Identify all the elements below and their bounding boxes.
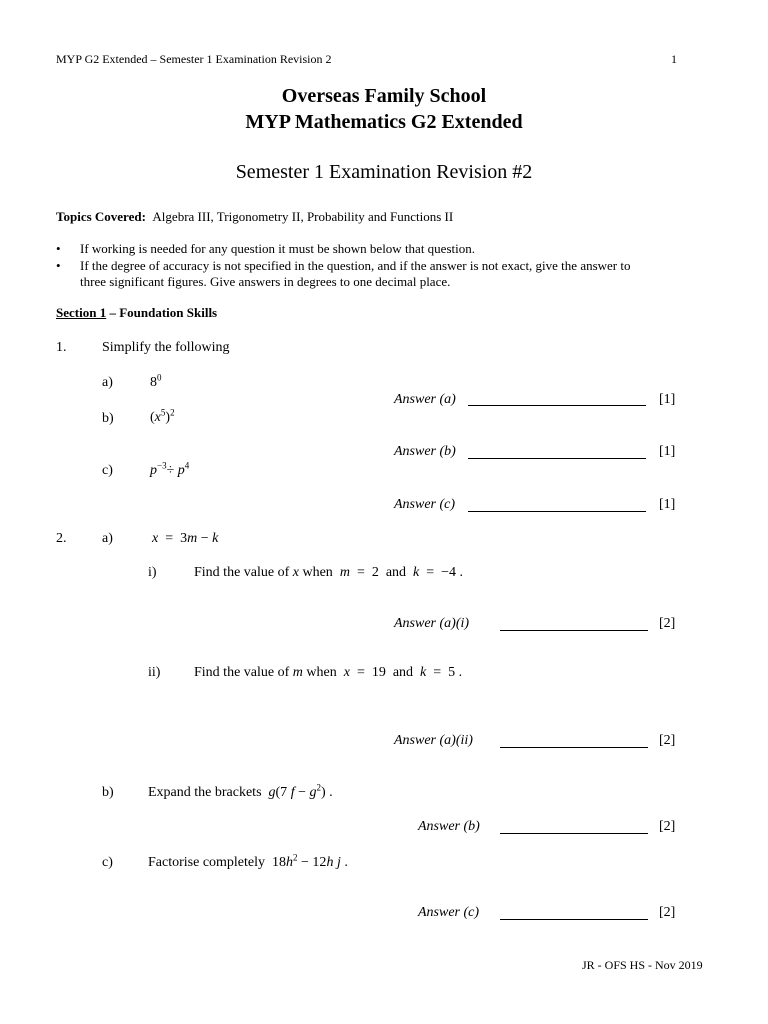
q2c-label: c): [102, 855, 113, 870]
q1a-marks: [1]: [659, 392, 676, 407]
q2aii-answer-label: Answer (a)(ii): [394, 733, 473, 748]
q1c-expression: $p^{-3}\div p^4$: [150, 460, 190, 478]
q1b-marks: [1]: [659, 444, 676, 459]
q2c-marks: [2]: [659, 905, 676, 920]
q2ai-marks: [2]: [659, 616, 676, 631]
instruction-1: If working is needed for any question it must be shown below that question.: [80, 241, 475, 256]
q2c-text: Factorise completely: [148, 855, 266, 870]
q1a-expression: $8^0$: [150, 372, 162, 390]
q2aii-answer-line[interactable]: [500, 747, 648, 748]
q1c-answer-line[interactable]: [468, 511, 646, 512]
q2b-answer-label: Answer (b): [418, 819, 480, 834]
q2ai-answer-line[interactable]: [500, 630, 648, 631]
section-label: Section 1: [56, 305, 107, 320]
q1-prompt: Simplify the following: [102, 340, 230, 355]
section-heading: [56, 305, 217, 321]
page-footer: JR - OFS HS - Nov 2019: [582, 958, 703, 972]
q1b-answer-line[interactable]: [468, 458, 646, 459]
q2c-question: Factorise completely $18h^2 - 12h$ j .: [148, 852, 348, 870]
topics-label: Topics Covered:: [56, 209, 146, 224]
instruction-2: If the degree of accuracy is not specified in the question, and if the answer is not exact, give the answer to: [80, 258, 631, 273]
q2-number: 2.: [56, 531, 67, 546]
topics-list: Algebra III, Trigonometry II, Probability and Functions II: [152, 209, 454, 224]
q2c-answer-label: Answer (c): [418, 905, 480, 920]
q1a-label: a): [102, 375, 113, 390]
q2b-text: Expand the brackets: [148, 785, 262, 800]
exam-title: Semester 1 Examination Revision #2: [235, 161, 533, 183]
q2ai-label: i): [148, 565, 157, 580]
bullet-icon: •: [56, 241, 61, 256]
section-title: – Foundation Skills: [106, 305, 218, 320]
q2c-answer-line[interactable]: [500, 919, 648, 920]
q1c-answer-label: Answer (c): [394, 497, 456, 512]
q1b-answer-label: Answer (b): [394, 444, 456, 459]
q2aii-marks: [2]: [659, 733, 676, 748]
page-header: MYP G2 Extended – Semester 1 Examination Revision 2: [56, 52, 332, 66]
q1-number: 1.: [56, 340, 67, 355]
q2aii-question: Find the value of m when x = 19 and k = 5 .: [194, 665, 463, 680]
q1b-expression: $(x^5)^2$: [150, 407, 175, 425]
q1c-marks: [1]: [659, 497, 676, 512]
q2ai-text: Find the value of: [194, 565, 290, 580]
course-title: MYP Mathematics G2 Extended: [245, 111, 523, 133]
instruction-3: three significant figures. Give answers in degrees to one decimal place.: [80, 274, 451, 289]
q1c-label: c): [102, 463, 113, 478]
q2a-equation: x = 3m − k: [152, 531, 219, 546]
q2b-label: b): [102, 785, 114, 800]
q2b-question: Expand the brackets g(7 $f - g^2$) .: [148, 782, 333, 800]
bullet-icon: •: [56, 258, 61, 273]
q2a-label: a): [102, 531, 113, 546]
q2b-answer-line[interactable]: [500, 833, 648, 834]
q1a-answer-label: Answer (a): [394, 392, 456, 407]
school-title: Overseas Family School: [281, 85, 487, 107]
q2b-marks: [2]: [659, 819, 676, 834]
q1b-label: b): [102, 411, 114, 426]
q2ai-answer-label: Answer (a)(i): [394, 616, 470, 631]
q2aii-label: ii): [148, 665, 161, 680]
q2ai-question: Find the value of x when m = 2 and k = −4 .: [194, 565, 464, 580]
page-number: 1: [671, 52, 677, 66]
q1a-answer-line[interactable]: [468, 405, 646, 406]
topics-line: [56, 209, 453, 225]
q2aii-text: Find the value of: [194, 665, 290, 680]
